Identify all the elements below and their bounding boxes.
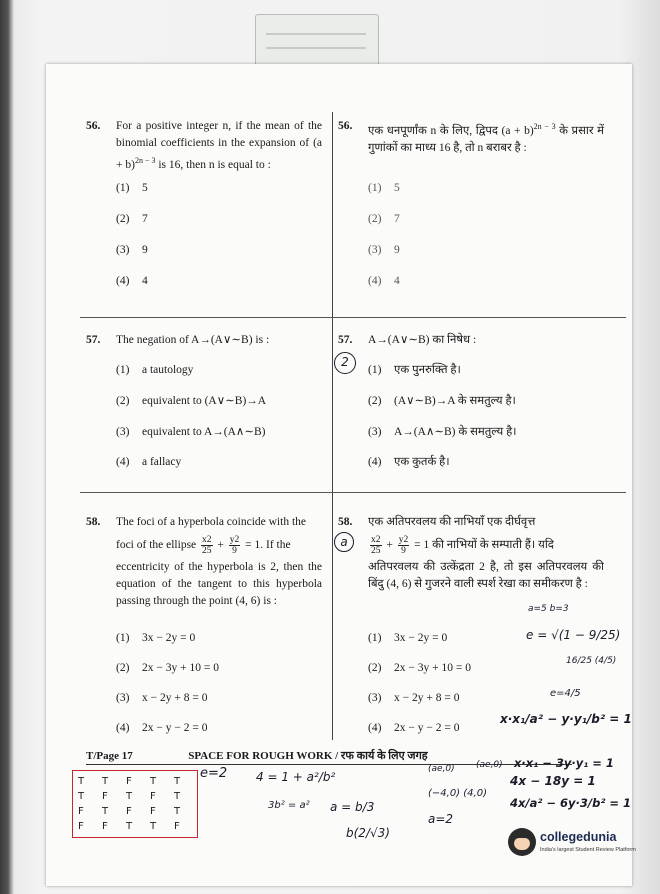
question-57-hi bbox=[338, 332, 608, 482]
option-1: (1) 5 bbox=[116, 182, 148, 194]
truth-table-cell: F bbox=[102, 821, 108, 832]
option-3: (3) x − 2y + 8 = 0 bbox=[116, 692, 208, 704]
truth-table-cell: T bbox=[78, 776, 85, 787]
handwritten-note: b(2/√3) bbox=[346, 826, 390, 840]
question-text: एक धनपूर्णांक n के लिए, द्विपद $(a + b)^{2n - 3}$ के प्रसार में गुणांकों का माध्य 16 है, तो n बराबर है : bbox=[368, 122, 604, 154]
option-1: (1) 5 bbox=[368, 182, 400, 194]
handwritten-note: a=2 bbox=[428, 812, 454, 826]
fraction-y2-9: $\frac{y2}{9}$ bbox=[229, 535, 240, 556]
truth-table-cell: T bbox=[126, 791, 133, 802]
fraction-x2-25: $\frac{x2}{25}$ bbox=[202, 535, 212, 556]
truth-table-cell: T bbox=[78, 791, 85, 802]
handwritten-note: 4 = 1 + a²/b² bbox=[256, 770, 336, 784]
option-2: (2) 2x − 3y + 10 = 0 bbox=[368, 662, 471, 674]
truth-table-cell: T bbox=[174, 776, 181, 787]
handwritten-note: (ae,0) bbox=[428, 764, 455, 774]
question-text: एक अतिपरवलय की नाभियाँ एक दीर्घवृत्त $\frac{x2}{25}$ + $\frac{y2}{9}$ = 1 की नाभियों के सम्पाती हैं। यदि अतिपरवलय की उत्केंद्रता 2 है, तो इस अतिपरवलय की बिंदु (4, 6) से गुजरने वाली स्पर्श रेखा का समीकरण है : bbox=[368, 516, 604, 590]
answer-mark-57: 2 bbox=[334, 352, 356, 374]
handwritten-note: 16/25 (4/5) bbox=[566, 656, 617, 666]
question-57-en bbox=[86, 332, 326, 482]
option-4: (4) 2x − y − 2 = 0 bbox=[368, 722, 460, 734]
truth-table-cell: F bbox=[102, 791, 108, 802]
page-number: T/Page 17 bbox=[86, 750, 133, 762]
option-1: (1) 3x − 2y = 0 bbox=[368, 632, 448, 644]
truth-table-cell: F bbox=[78, 821, 84, 832]
truth-table-cell: F bbox=[126, 806, 132, 817]
option-4: (4) a fallacy bbox=[116, 456, 182, 468]
truth-table-cell: T bbox=[102, 806, 109, 817]
option-4: (4) 2x − y − 2 = 0 bbox=[116, 722, 208, 734]
truth-table-cell: F bbox=[150, 806, 156, 817]
option-2: (2) (A∨∼B)→A के समतुल्य है। bbox=[368, 395, 516, 407]
handwritten-note: a=5 b=3 bbox=[528, 604, 569, 614]
question-number: 58. bbox=[86, 516, 101, 528]
truth-table-cell: T bbox=[150, 821, 157, 832]
option-2: (2) 7 bbox=[116, 213, 148, 225]
question-number: 57. bbox=[86, 334, 101, 346]
handwritten-note: e=2 bbox=[200, 766, 228, 781]
truth-table-cell: T bbox=[126, 821, 133, 832]
handwritten-note: 4x/a² − 6y·3/b² = 1 bbox=[510, 796, 632, 810]
question-56-hi bbox=[338, 118, 608, 298]
option-3: (3) A→(A∧∼B) के समतुल्य है। bbox=[368, 426, 517, 438]
mascot-icon bbox=[508, 828, 536, 856]
question-text: The negation of A→(A∨∼B) is : bbox=[116, 334, 270, 346]
handwritten-note: x·x₁ − 3y·y₁ = 1 bbox=[514, 756, 614, 770]
question-58-en bbox=[86, 514, 326, 740]
question-divider-2 bbox=[80, 492, 626, 493]
question-text: The foci of a hyperbola coincide with the foci of the ellipse $\frac{x2}{25}$ + $\frac{y2}{9}$ = 1. If the eccentricity of the hyperbola is 2, then the equation of the tangent to this hyperbola passing through the point (4, 6) is : bbox=[116, 516, 322, 607]
question-text: A→(A∨∼B) का निषेध : bbox=[368, 334, 477, 346]
truth-table-cell: F bbox=[150, 791, 156, 802]
truth-table-cell: F bbox=[174, 821, 180, 832]
truth-table-cell: T bbox=[150, 776, 157, 787]
logo-name: collegedunia bbox=[540, 830, 617, 844]
handwritten-note: (−4,0) (4,0) bbox=[428, 788, 487, 799]
handwritten-note: e=4/5 bbox=[550, 688, 581, 699]
option-4: (4) एक कुतर्क है। bbox=[368, 456, 450, 468]
truth-table-cell: T bbox=[174, 791, 181, 802]
handwritten-note: 4x − 18y = 1 bbox=[510, 774, 596, 788]
option-2: (2) 2x − 3y + 10 = 0 bbox=[116, 662, 219, 674]
option-3: (3) x − 2y + 8 = 0 bbox=[368, 692, 460, 704]
option-1: (1) a tautology bbox=[116, 364, 194, 376]
question-number: 57. bbox=[338, 334, 353, 346]
question-text: For a positive integer n, if the mean of the binomial coefficients in the expansion of $(a + b)^{2n - 3}$ is 16, then n is equal to : bbox=[116, 120, 322, 171]
question-56-en bbox=[86, 118, 326, 298]
logo-tagline: India's largest Student Review Platform bbox=[540, 847, 636, 853]
option-1: (1) 3x − 2y = 0 bbox=[116, 632, 196, 644]
handwritten-note: e = √(1 − 9/25) bbox=[526, 628, 621, 642]
option-4: (4) 4 bbox=[116, 275, 148, 287]
handwritten-note: a = b/3 bbox=[330, 800, 375, 814]
option-3: (3) 9 bbox=[116, 244, 148, 256]
handwritten-note: 3b² = a² bbox=[268, 800, 310, 811]
option-3: (3) equivalent to A→(A∧∼B) bbox=[116, 426, 266, 438]
handwritten-note: (ae,0) bbox=[476, 760, 503, 770]
handwritten-note: x·x₁/a² − y·y₁/b² = 1 bbox=[500, 712, 632, 726]
option-2: (2) 7 bbox=[368, 213, 400, 225]
collegedunia-logo bbox=[508, 826, 638, 860]
question-number: 56. bbox=[338, 120, 353, 132]
answer-mark-58: a bbox=[334, 532, 354, 552]
option-1: (1) एक पुनरुक्ति है। bbox=[368, 364, 461, 376]
option-4: (4) 4 bbox=[368, 275, 400, 287]
binder-clip bbox=[255, 14, 379, 68]
truth-table-cell: T bbox=[102, 776, 109, 787]
rough-work-label: SPACE FOR ROUGH WORK / रफ कार्य के लिए जगह bbox=[188, 750, 428, 762]
option-3: (3) 9 bbox=[368, 244, 400, 256]
question-divider-1 bbox=[80, 317, 626, 318]
truth-table-cell: F bbox=[126, 776, 132, 787]
question-number: 56. bbox=[86, 120, 101, 132]
page-footer bbox=[86, 748, 428, 763]
truth-table-cell: F bbox=[78, 806, 84, 817]
question-number: 58. bbox=[338, 516, 353, 528]
option-2: (2) equivalent to (A∨∼B)→A bbox=[116, 395, 267, 407]
column-divider bbox=[332, 112, 333, 740]
question-58-hi bbox=[338, 514, 608, 740]
truth-table-cell: T bbox=[174, 806, 181, 817]
